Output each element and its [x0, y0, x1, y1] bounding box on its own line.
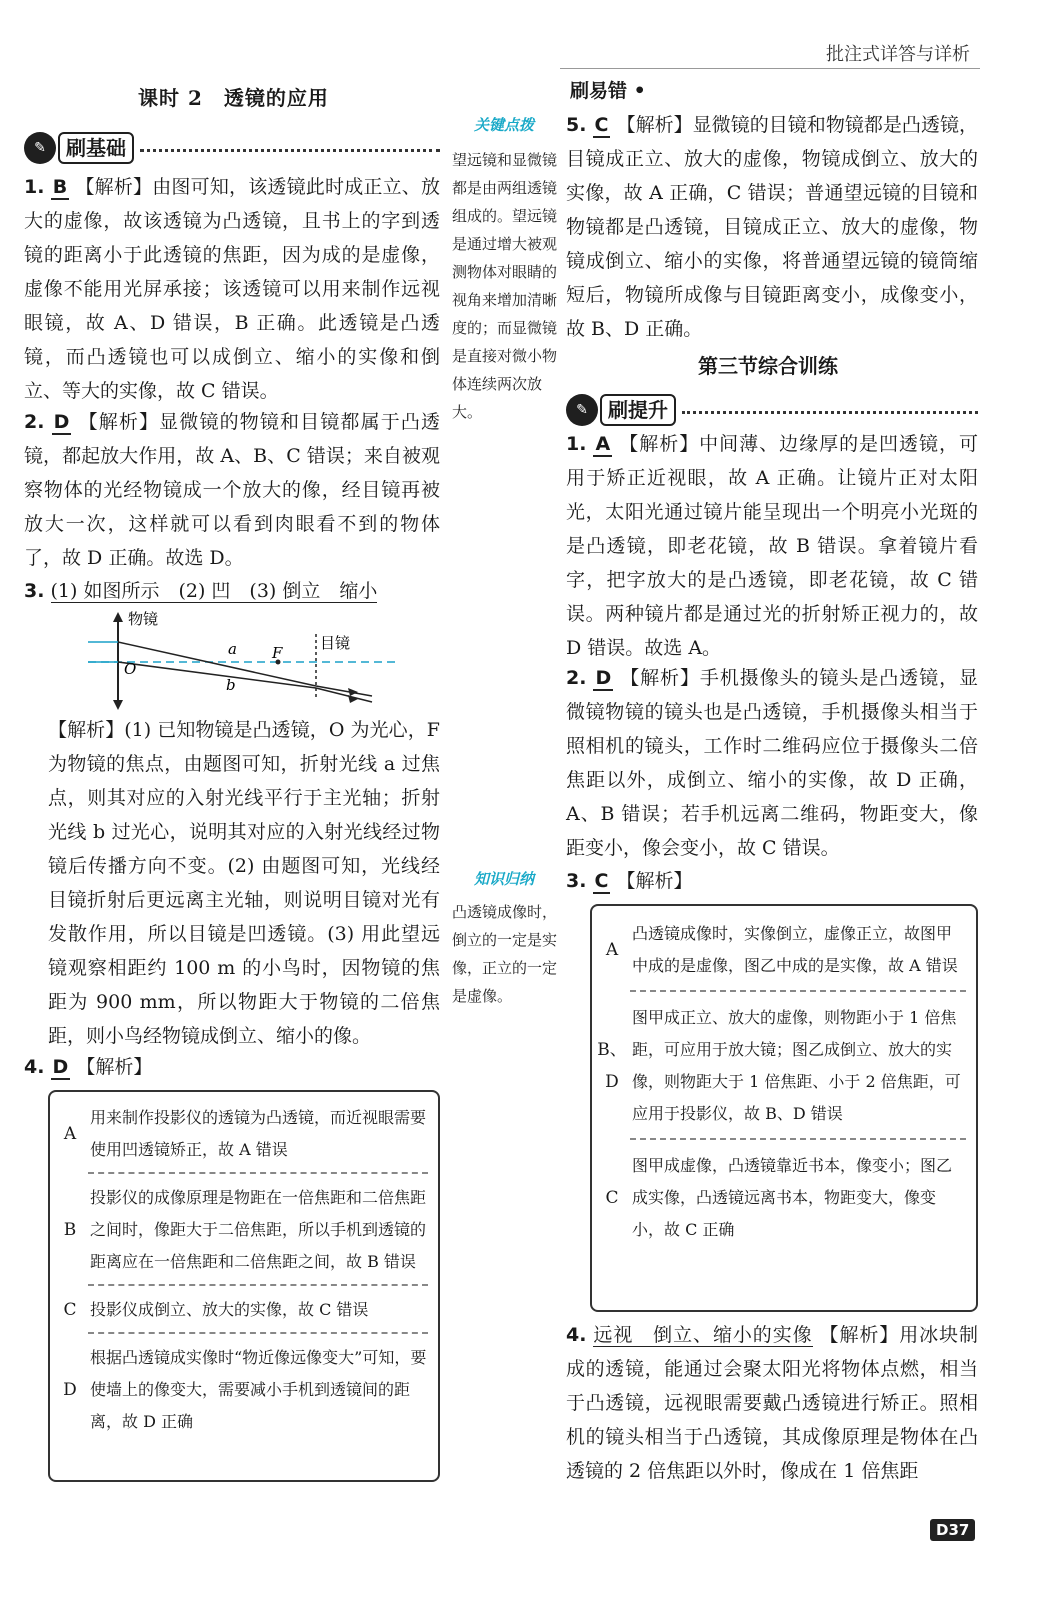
badge-advanced: [566, 394, 978, 426]
table-row: C 投影仪成倒立、放大的实像，故 C 错误: [63, 1300, 369, 1320]
dotted-divider: [140, 149, 440, 152]
section-title: 第三节综合训练: [698, 354, 838, 378]
ray-arrow-2: [348, 695, 358, 703]
answer-5: C: [594, 114, 609, 136]
table-row: B 投影仪的成像原理是物距在一倍焦距和二倍焦距之间时，像距大于二倍焦距，所以手机到透镜的距离应在一倍焦距和二倍焦距之间，故 B 错误: [63, 1188, 427, 1271]
question-1-text: 【解析】由图可知，该透镜此时成正立、放大的虚像，故该透镜为凸透镜，且书上的字到透镜的距离小于此透镜的焦距，因为成的是虚像，虚像不能用光屏承接；该透镜可以用来制作远视眼镜，故 A、D 错误，B 正确。此透镜是凸透镜，而凸透镜也可以成倒立、缩小的实像和倒立、等大的实像，故 C 错误。: [24, 176, 440, 402]
telescope-diagram: [88, 608, 408, 712]
badge-basic: [24, 132, 440, 164]
question-5-text: 【解析】显微镜的目镜和物镜都是凸透镜，目镜成正立、放大的虚像，物镜成倒立、放大的实像，故 A 正确，C 错误；普通望远镜的目镜和物镜都是凸透镜，目镜成正立、放大的虚像，物镜成倒立、缩小的实像，将普通望远镜的镜筒缩短后，物镜所成像与目镜距离变小，成像变小，故 B、D 正确。: [566, 114, 978, 340]
page-number: D37: [930, 1519, 975, 1541]
answer-r3: C: [594, 870, 609, 892]
question-2: 2. D 【解析】显微镜的物镜和目镜都属于凸透镜，都起放大作用，故 A、B、C 错误；来自被观察物体的光经物镜成一个放大的像，经目镜再被放大一次，这样就可以看到肉眼看不到的物体了，故 D 正确。故选 D。: [24, 411, 440, 569]
knowledge-tag: 知识归纳: [474, 870, 535, 888]
label-eyepiece: 目镜: [320, 634, 351, 652]
brush-icon: ✎: [24, 132, 56, 164]
table-row: B、D 图甲成正立、放大的虚像，则物距小于 1 倍焦距，可应用于放大镜；图乙成倒立、放大的实像，则物距大于 1 倍焦距、小于 2 倍焦距，可应用于投影仪，故 B、D 错误: [597, 1008, 961, 1123]
table-row: C 图甲成虚像，凸透镜靠近书本，像变小；图乙成实像，凸透镜远离书本，物距变大，像变小，故 C 正确: [605, 1156, 953, 1239]
answer-r2: D: [595, 667, 612, 689]
header-divider: [560, 68, 980, 69]
question-r1: 1. A 【解析】中间薄、边缘厚的是凹透镜，可用于矫正近视眼，故 A 正确。让镜片正对太阳光，太阳光通过镜片能呈现出一个明亮小光斑的是凸透镜，即老花镜，故 B 错误。拿着镜片看字，把字放大的是凸透镜，即老花镜，故 C 错误。两种镜片都是通过光的折射矫正视力的，故 D 错误。故选 A。: [566, 433, 978, 659]
question-3: 3. (1) 如图所示 (2) 凹 (3) 倒立 缩小: [24, 580, 378, 602]
badge-basic-label: 刷基础: [58, 132, 134, 164]
question-r1-text: 【解析】中间薄、边缘厚的是凹透镜，可用于矫正近视眼，故 A 正确。让镜片正对太阳光，太阳光通过镜片能呈现出一个明亮小光斑的是凸透镜，即老花镜，故 B 错误。拿着镜片看字，把字放大的是凸透镜，即老花镜，故 C 错误。两种镜片都是通过光的折射矫正视力的，故 D 错误。故选 A。: [566, 433, 978, 659]
lens-arrow-top: [113, 612, 123, 622]
answer-r1: A: [595, 433, 611, 455]
ray-arrow-1: [348, 688, 358, 696]
header-title: 批注式详答与详析: [826, 44, 970, 65]
answer-r4: 远视 倒立、缩小的实像: [593, 1324, 813, 1346]
badge-advanced-label: 刷提升: [600, 394, 676, 426]
question-3-explanation: 【解析】(1) 已知物镜是凸透镜，O 为光心，F 为物镜的焦点，由题图可知，折射光线 a 过焦点，则其对应的入射光线平行于主光轴；折射光线 b 过光心，说明其对应的入射光线经过物镜后传播方向不变。(2) 由题图可知，光线经目镜折射后更远离主光轴，则说明目镜对光有发散作用，所以目镜是凹透镜。(3) 用此望远镜观察相距约 100 m 的小鸟时，因物镜的焦距为 900 mm，所以物距大于物镜的二倍焦距，则小鸟经物镜成倒立、缩小的像。: [48, 719, 440, 1047]
question-4: 4. D 【解析】: [24, 1056, 153, 1078]
question-5: 5. C 【解析】显微镜的目镜和物镜都是凸透镜，目镜成正立、放大的虚像，物镜成倒立、放大的实像，故 A 正确，C 错误；普通望远镜的目镜和物镜都是凸透镜，目镜成正立、放大的虚像，物镜成倒立、缩小的实像，将普通望远镜的镜筒缩短后，物镜所成像与目镜距离变小，成像变小，故 B、D 正确。: [566, 114, 978, 340]
label-objective: 物镜: [128, 610, 159, 628]
label-b: b: [226, 676, 236, 694]
lens-arrow-bottom: [113, 700, 123, 710]
analysis-table-r3: [590, 904, 978, 1312]
easy-mistake-title: 刷易错 •: [570, 80, 648, 102]
answer-1: B: [52, 176, 68, 198]
brush-icon: ✎: [566, 394, 598, 426]
table-row: A 用来制作投影仪的透镜为凸透镜，而近视眼需要使用凹透镜矫正，故 A 错误: [63, 1108, 427, 1159]
label-o: O: [124, 660, 137, 678]
refracted-ray-b: [118, 662, 316, 688]
key-point-note: 望远镜和显微镜都是由两组透镜组成的。望远镜是通过增大被观测物体对眼睛的视角来增加清晰度的；而显微镜是直接对微小物体连续两次放大。: [452, 151, 558, 421]
question-r3: 3. C 【解析】: [566, 870, 693, 892]
answer-4: D: [52, 1056, 69, 1078]
knowledge-note: 凸透镜成像时，倒立的一定是实像，正立的一定是虚像。: [452, 903, 558, 1005]
question-1: 1. B 【解析】由图可知，该透镜此时成正立、放大的虚像，故该透镜为凸透镜，且书上的字到透镜的距离小于此透镜的焦距，因为成的是虚像，虚像不能用光屏承接；该透镜可以用来制作远视眼镜，故 A、D 错误，B 正确。此透镜是凸透镜，而凸透镜也可以成倒立、缩小的实像和倒立、等大的实像，故 C 错误。: [24, 176, 440, 402]
lesson-title: 课时 2 透镜的应用: [138, 86, 329, 110]
key-point-tag: 关键点拨: [474, 116, 535, 134]
question-3-answers: (1) 如图所示 (2) 凹 (3) 倒立 缩小: [50, 580, 378, 602]
dotted-divider: [682, 411, 978, 414]
label-a: a: [228, 640, 237, 658]
table-row: D 根据凸透镜成实像时“物近像远像变大”可知，要使墙上的像变大，需要减小手机到透镜间的距离，故 D 正确: [63, 1348, 427, 1431]
question-r2-text: 【解析】手机摄像头的镜头是凸透镜，显微镜物镜的镜头也是凸透镜，手机摄像头相当于照相机的镜头，工作时二维码应位于摄像头二倍焦距以外，成倒立、缩小的实像，故 D 正确，A、B 错误；若手机远离二维码，物距变大，像距变小，像会变小，故 C 错误。: [566, 667, 979, 859]
question-r4: 4. 远视 倒立、缩小的实像 【解析】用冰块制成的透镜，能通过会聚太阳光将物体点燃，相当于凸透镜，远视眼需要戴凸透镜进行矫正。照相机的镜头相当于凸透镜，其成像原理是物体在凸透镜的 2 倍焦距以外时，像成在 1 倍焦距: [566, 1324, 978, 1482]
question-r2: 2. D 【解析】手机摄像头的镜头是凸透镜，显微镜物镜的镜头也是凸透镜，手机摄像头相当于照相机的镜头，工作时二维码应位于摄像头二倍焦距以外，成倒立、缩小的实像，故 D 正确，A、B 错误；若手机远离二维码，物距变大，像距变小，像会变小，故 C 错误。: [566, 667, 979, 859]
refracted-ray-a: [118, 642, 316, 686]
table-row: A 凸透镜成像时，实像倒立，虚像正立，故图甲中成的是虚像，图乙中成的是实像，故 A 错误: [605, 924, 958, 975]
analysis-table-q4: [48, 1090, 440, 1482]
question-r4-text: 【解析】用冰块制成的透镜，能通过会聚太阳光将物体点燃，相当于凸透镜，远视眼需要戴凸透镜进行矫正。照相机的镜头相当于凸透镜，其成像原理是物体在凸透镜的 2 倍焦距以外时，像成在 1 倍焦距: [566, 1324, 978, 1482]
label-f: F: [272, 644, 283, 662]
question-2-text: 【解析】显微镜的物镜和目镜都属于凸透镜，都起放大作用，故 A、B、C 错误；来自被观察物体的光经物镜成一个放大的像，经目镜再被放大一次，这样就可以看到肉眼看不到的物体了，故 D 正确。故选 D。: [24, 411, 440, 569]
answer-2: D: [53, 411, 70, 433]
